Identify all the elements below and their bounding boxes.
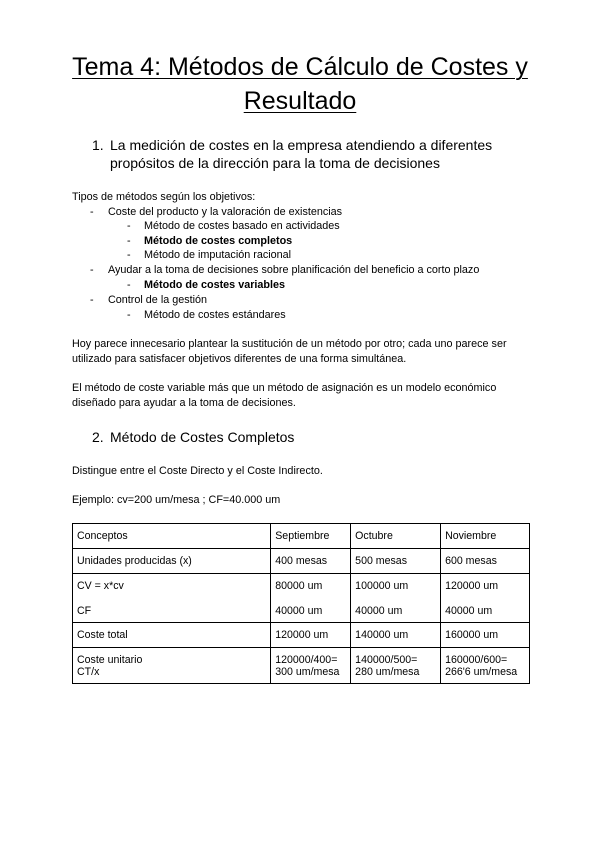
cell-line: 300 um/mesa <box>275 665 340 678</box>
cell-line: CT/x <box>77 665 100 678</box>
table-cell: 400 mesas <box>271 549 351 574</box>
cell-line: 80000 um <box>275 579 323 592</box>
table-cell <box>73 574 271 623</box>
list-item-text: Método de costes basado en actividades <box>144 220 340 232</box>
list-item-text: Método de imputación racional <box>144 249 292 261</box>
cell-line: CV = x*cv <box>77 579 124 592</box>
cell-line: 40000 um <box>445 604 493 617</box>
document-title: Tema 4: Métodos de Cálculo de Costes y Resultado <box>72 53 528 115</box>
table-row <box>73 574 530 623</box>
list-item-text: Coste del producto y la valoración de existencias <box>108 206 343 218</box>
cell-line: 266'6 um/mesa <box>445 665 518 678</box>
list-item-text-bold: Método de costes completos <box>144 235 293 247</box>
dash-bullet: - <box>127 220 131 232</box>
paragraph: Hoy parece innecesario plantear la sustitución de un método por otro; cada uno parece ser utilizado para satisfacer objetivos diferentes de una forma simultánea. <box>72 338 507 365</box>
cell-line: Coste unitario <box>77 653 143 666</box>
cell-line: 280 um/mesa <box>355 665 420 678</box>
list-item-text: Ayudar a la toma de decisiones sobre planificación del beneficio a corto plazo <box>108 264 480 276</box>
section-1-number: 1. <box>92 137 104 153</box>
cell-line: 120000/400= <box>275 653 338 666</box>
table-cell <box>73 648 271 684</box>
cell-line: 160000/600= <box>445 653 508 666</box>
table-cell: 500 mesas <box>351 549 441 574</box>
table-cell: 160000 um <box>441 623 530 648</box>
table-header-cell: Octubre <box>351 524 441 549</box>
paragraph: Distingue entre el Coste Directo y el Coste Indirecto. <box>72 465 323 477</box>
table-cell <box>351 648 441 684</box>
table-cell: 140000 um <box>351 623 441 648</box>
table-cell <box>351 574 441 623</box>
paragraph: El método de coste variable más que un método de asignación es un modelo económico diseñado para ayudar a la toma de decisiones. <box>72 382 497 409</box>
dash-bullet: - <box>127 309 131 321</box>
table-header-cell: Noviembre <box>441 524 530 549</box>
list-item-text-bold: Método de costes variables <box>144 279 286 291</box>
cell-line: 40000 um <box>355 604 403 617</box>
cell-line: 140000/500= <box>355 653 418 666</box>
dash-bullet: - <box>127 279 131 291</box>
table-cell <box>441 648 530 684</box>
cell-line: 100000 um <box>355 579 409 592</box>
cell-line: 40000 um <box>275 604 323 617</box>
dash-bullet: - <box>90 264 94 276</box>
table-row <box>73 549 530 574</box>
table-row <box>73 623 530 648</box>
table-row <box>73 648 530 684</box>
cell-line: CF <box>77 604 92 617</box>
table-header-cell: Septiembre <box>271 524 351 549</box>
table-cell: Unidades producidas (x) <box>73 549 271 574</box>
example-line: Ejemplo: cv=200 um/mesa ; CF=40.000 um <box>72 494 281 506</box>
section-2-heading <box>92 428 392 446</box>
table-header-cell: Conceptos <box>73 524 271 549</box>
table-cell: 600 mesas <box>441 549 530 574</box>
table-header-row <box>73 524 530 549</box>
section-1-text: La medición de costes en la empresa atendiendo a diferentes propósitos de la dirección para la toma de decisiones <box>110 137 493 171</box>
table-cell: 120000 um <box>271 623 351 648</box>
dash-bullet: - <box>90 206 94 218</box>
section-2-number: 2. <box>92 429 104 445</box>
table-cell <box>271 648 351 684</box>
list-item-text: Método de costes estándares <box>144 309 286 321</box>
cost-table <box>72 523 530 684</box>
table-cell: Coste total <box>73 623 271 648</box>
list-item-text: Control de la gestión <box>108 294 208 306</box>
table-cell <box>441 574 530 623</box>
dash-bullet: - <box>127 249 131 261</box>
dash-bullet: - <box>90 294 94 306</box>
table-cell <box>271 574 351 623</box>
cell-line: 120000 um <box>445 579 499 592</box>
tipos-intro: Tipos de métodos según los objetivos: <box>72 191 256 203</box>
dash-bullet: - <box>127 235 131 247</box>
section-2-text: Método de Costes Completos <box>110 429 295 445</box>
section-1-heading <box>92 136 552 172</box>
